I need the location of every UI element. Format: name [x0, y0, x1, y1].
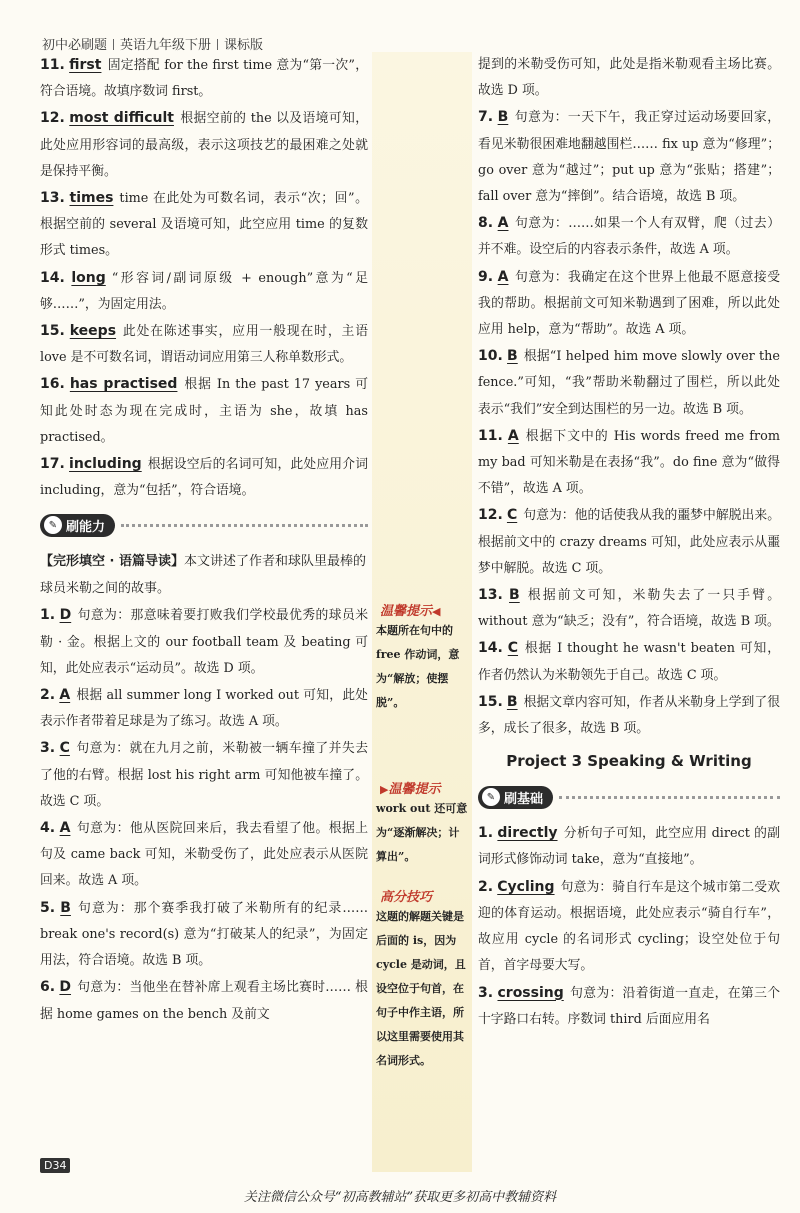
item-number: 6.: [40, 979, 56, 996]
arrow-left-icon: ◀: [432, 605, 441, 618]
item-number: 13.: [40, 190, 65, 207]
answer-key: Cycling: [497, 878, 555, 895]
answer-key: A: [59, 687, 71, 704]
explanation-text: 根据前文可知，米勒失去了一只手臂。without 意为“缺乏；没有”，符合语境，故选 B 项。: [478, 588, 780, 630]
tip-1: [372, 600, 470, 715]
answer-key: B: [506, 693, 518, 710]
answer-key: A: [497, 215, 509, 232]
footer-note: 关注微信公众号“初高教辅站”获取更多初高中教辅资料: [243, 1190, 557, 1205]
answer-key: times: [69, 190, 114, 207]
explanation-text: time 在此处为可数名词，表示“次；回”。根据空前的 several 及语境可知，此空应用 time 的复数形式 times。: [40, 191, 368, 259]
answer-key: A: [507, 427, 519, 444]
left-column: [40, 52, 368, 1028]
answer-key: has practised: [69, 376, 178, 393]
answer-key: D: [59, 607, 72, 624]
tip-2-body: work out 还可意为“逐渐解决；计算出”。: [376, 802, 468, 863]
answer-key: A: [497, 268, 509, 285]
explanation-text: 句意为：他从医院回来后，我去看望了他。根据上句及 came back 可知，米勒受伤了，此处应表示从医院回来。故选 A 项。: [40, 821, 368, 889]
explanation-text: 句意为：我确定在这个世界上他最不愿意接受我的帮助。根据前文可知米勒遇到了困难，所以此处应用 help，意为“帮助”。故选 A 项。: [478, 269, 781, 338]
explanation-text: 分析句子可知，此空应用 direct 的副词形式修饰动词 take，意为“直接地”。: [478, 826, 781, 868]
answer-key: A: [59, 820, 71, 837]
item-number: 1.: [478, 825, 494, 842]
answer-key: B: [507, 348, 518, 365]
explanation-text: 根据文章内容可知，作者从米勒身上学到了很多，成长了很多，故选 B 项。: [478, 694, 780, 737]
tip-3-body: 这题的解题关键是后面的 is，因为 cycle 是动词，且设空位于句首，在句子中作主语，所以这里需要使用其名词形式。: [376, 910, 466, 1067]
explanation-text: 句意为：一天下午，我正穿过运动场要回家，看见米勒很困难地翻越围栏…… fix up 意为“修理”；go over 意为“越过”；put up 意为“张贴；搭建”；fall over 意为“摔倒”。结合语境，故选 B 项。: [478, 110, 780, 205]
answer-item: [478, 635, 780, 688]
pencil-icon: ✎: [44, 516, 62, 534]
section-heading-ability: [40, 512, 368, 538]
right-column: [478, 52, 780, 1033]
item-number: 11.: [478, 427, 503, 444]
answer-item: [478, 423, 780, 503]
answer-key: crossing: [497, 984, 564, 1001]
answer-key: including: [69, 456, 142, 473]
explanation-text: 句意为：就在九月之前，米勒被一辆车撞了并失去了他的右臂。根据 lost his right arm 可知他被车撞了。故选 C 项。: [40, 741, 369, 809]
answer-list-right-bottom: [478, 820, 780, 1033]
book-title: 初中必刷题: [42, 38, 108, 53]
answer-item: [478, 104, 780, 210]
answer-item: [478, 820, 780, 873]
item-number: 2.: [478, 878, 494, 895]
item-number: 15.: [40, 323, 65, 340]
item-number: 11.: [40, 57, 65, 73]
answer-item: [40, 682, 368, 735]
intro-text: 本文讲述了作者和球队里最棒的球员米勒之间的故事。: [40, 554, 367, 597]
item-number: 10.: [478, 348, 503, 365]
explanation-text: 根据 all summer long I worked out 可知，此处表示作者带着足球是为了练习。故选 A 项。: [40, 688, 368, 730]
answer-item: [40, 451, 368, 504]
edition-label: 课标版: [224, 38, 264, 53]
item-number: 4.: [40, 820, 56, 837]
answer-item: [478, 582, 780, 635]
explanation-text: 此处在陈述事实，应用一般现在时，主语 love 是不可数名词，谓语动词应用第三人称单数形式。: [40, 324, 368, 366]
explanation-text: 根据 In the past 17 years 可知此处时态为现在完成时，主语为 she，故填 has practised。: [40, 377, 368, 445]
answer-item: [478, 210, 780, 263]
answer-key: B: [509, 587, 520, 604]
explanation-text: 句意为：……如果一个人有双臂，爬（过去）并不难。设空后的内容表示条件，故选 A 项。: [478, 216, 780, 258]
item-number: 1.: [40, 607, 56, 624]
item-number: 12.: [478, 507, 503, 524]
answer-item: [40, 371, 368, 451]
answer-key: directly: [497, 825, 558, 842]
answer-key: C: [507, 640, 519, 657]
explanation-text: 根据“I helped him move slowly over the fence.”可知，“我”帮助米勒翻过了围栏，所以此处表示“我们”安全到达围栏的另一边。故选 B 项。: [478, 349, 780, 417]
explanation-text: 句意为：骑自行车是这个城市第二受欢迎的体育运动。根据语境，此处应表示“骑自行车”，故应用 cycle 的名词形式 cycling；设空处位于句首，首字母要大写。: [478, 879, 780, 974]
subject-title: 英语九年级下册: [120, 38, 212, 53]
answer-item: [478, 502, 780, 582]
tip-3: [372, 886, 470, 1073]
item-number: 14.: [40, 269, 65, 286]
answer-item: [40, 318, 368, 371]
item-number: 9.: [478, 268, 494, 285]
item-number: 8.: [478, 215, 494, 232]
answer-item: [40, 105, 368, 185]
badge-label: 刷基础: [504, 791, 544, 807]
item-number: 12.: [40, 110, 65, 127]
badge-label: 刷能力: [66, 519, 106, 535]
arrow-right-icon: ▶: [380, 783, 389, 796]
answer-item: [478, 980, 780, 1033]
answer-item: [40, 602, 368, 682]
item-number: 5.: [40, 899, 56, 916]
answer-key: D: [59, 979, 72, 996]
answer-item: [40, 974, 368, 1027]
answer-key: C: [506, 507, 518, 524]
tip-1-body: 本题所在句中的 free 作动词，意为“解放；使摆脱”。: [376, 624, 460, 709]
explanation-text: 根据设空后的名词可知，此处应用介词 including，意为“包括”，符合语境。: [40, 457, 368, 499]
page-number: D34: [40, 1158, 70, 1173]
explanation-text: 句意为：当他坐在替补席上观看主场比赛时…… 根据 home games on the bench 及前文: [40, 980, 368, 1022]
item-number: 3.: [40, 740, 56, 757]
answer-item: [40, 185, 368, 265]
item-number: 7.: [478, 109, 494, 126]
tip-2: [372, 778, 470, 869]
explanation-text: 句意为：那个赛季我打破了米勒所有的纪录…… break one's record(s) 意为“打破某人的纪录”，为固定用法，符合语境。故选 B 项。: [40, 900, 368, 969]
section-heading-basics: [478, 784, 780, 810]
answer-list-left-bottom: [40, 602, 368, 1027]
explanation-text: 提到的米勒受伤可知，此处是指米勒观看主场比赛。故选 D 项。: [478, 57, 780, 99]
item-number: 14.: [478, 640, 503, 657]
explanation-text: “形容词/副词原级 + enough”意为“足够……”，为固定用法。: [40, 270, 368, 312]
explanation-text: 句意为：那意味着要打败我们学校最优秀的球员米勒 · 金。根据上文的 our football team 及 beating 可知，此处应表示“运动员”。故选 D 项。: [40, 608, 368, 676]
explanation-text: 句意为：他的话使我从我的噩梦中解脱出来。根据前文中的 crazy dreams 可知，此处应表示从噩梦中解脱。故选 C 项。: [478, 508, 781, 576]
answer-list-right-top: [478, 52, 780, 742]
running-header: [42, 34, 263, 53]
item-number: 17.: [40, 456, 65, 473]
item-number: 16.: [40, 376, 65, 393]
answer-item: [478, 264, 780, 344]
answer-item: [478, 689, 780, 742]
answer-item: [40, 265, 368, 318]
answer-key: keeps: [69, 323, 117, 340]
answer-key: most difficult: [69, 110, 174, 127]
tip-1-title: 温馨提示: [380, 604, 433, 619]
answer-item: [40, 735, 368, 815]
reading-intro: [40, 548, 368, 602]
explanation-text: 句意为：沿着街道一直走，在第三个十字路口右转。序数词 third 后面应用名: [478, 985, 781, 1027]
tip-2-title: 温馨提示: [388, 782, 441, 797]
answer-item: [478, 343, 780, 423]
intro-label: 【完形填空 · 语篇导读】: [40, 554, 184, 570]
explanation-text: 固定搭配 for the first time 意为“第一次”，符合语境。故填序数词 first。: [40, 58, 368, 100]
answer-key: B: [60, 899, 71, 916]
answer-key: B: [497, 109, 509, 126]
answer-key: C: [59, 740, 70, 757]
sidebar-tips: [372, 52, 472, 1172]
explanation-text: 根据下文中的 His words freed me from my bad 可知米勒是在表扬“我”。do fine 意为“做得不错”，故选 A 项。: [478, 428, 780, 497]
item-number: 15.: [478, 693, 503, 710]
item-number: 3.: [478, 984, 494, 1001]
item-number: 13.: [478, 587, 503, 604]
item-number: 2.: [40, 687, 56, 704]
project-title: Project 3 Speaking & Writing: [506, 752, 752, 771]
answer-item: [478, 874, 780, 980]
answer-key: first: [69, 57, 102, 73]
explanation-text: 根据 I thought he wasn't beaten 可知，作者仍然认为米勒领先于自己。故选 C 项。: [478, 641, 780, 683]
answer-item: [40, 52, 368, 105]
pencil-icon: ✎: [482, 788, 500, 806]
answer-key: long: [71, 269, 106, 286]
answer-item: [478, 52, 780, 104]
answer-item: [40, 895, 368, 975]
answer-item: [40, 815, 368, 895]
answer-list-left-top: [40, 52, 368, 504]
explanation-text: 根据空前的 the 以及语境可知，此处应用形容词的最高级，表示这项技艺的最困难之处就是保持平衡。: [40, 111, 368, 179]
tip-3-title: 高分技巧: [380, 890, 433, 905]
